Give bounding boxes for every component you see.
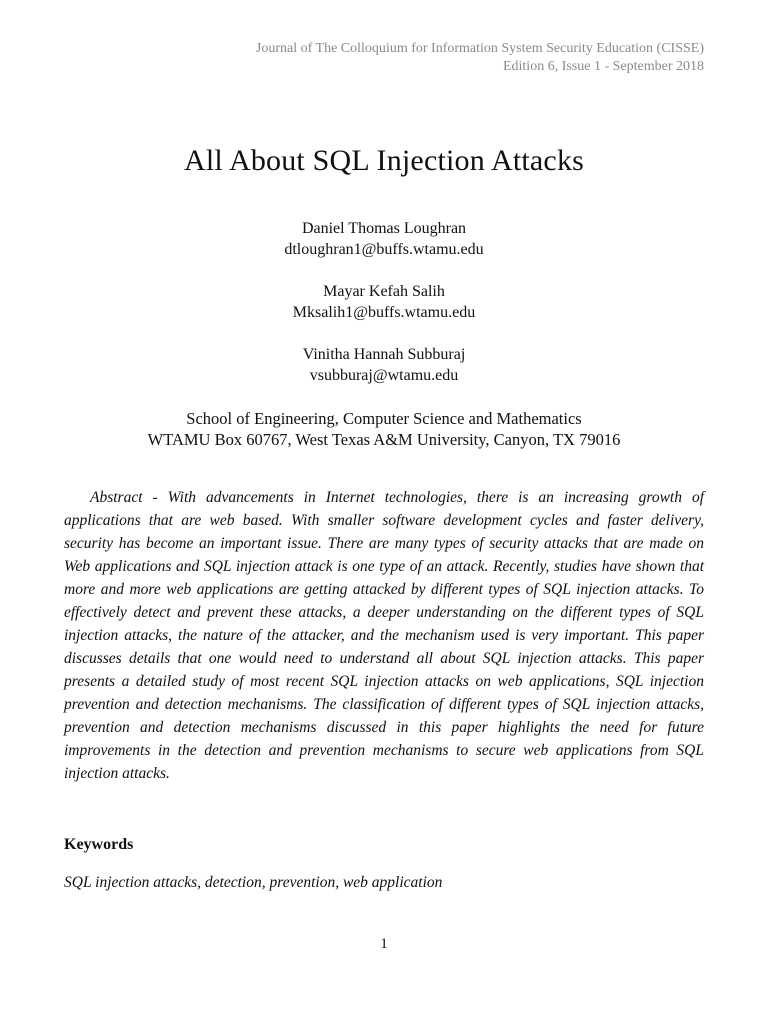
journal-name: Journal of The Colloquium for Information System Security Education (CISSE)	[255, 41, 704, 56]
abstract: Abstract - With advancements in Internet technologies, there is an increasing growth of applications that are web based. With smaller software development cycles and faster delivery, security has become an important issue. There are many types of security attacks that are made on Web applications and SQL injection attack is one type of an attack. Recently, studies have shown that more and more web applications are getting attacked by different types of SQL injection attacks. To effectively detect and prevent these attacks, a deeper understanding on the different types of SQL injection attacks, the nature of the attacker, and the mechanism used is very important. This paper discusses details that one would need to understand all about SQL injection attacks. This paper presents a detailed study of most recent SQL injection attacks on web applications, SQL injection prevention and detection mechanisms. The classification of different types of SQL injection attacks, prevention and detection mechanisms discussed in this paper highlights the need for future improvements in the detection and prevention mechanisms to secure web applications from SQL injection attacks.	[64, 489, 704, 782]
author-email: Mksalih1@buffs.wtamu.edu	[292, 304, 476, 321]
keywords-heading: Keywords	[64, 836, 134, 853]
author-name: Mayar Kefah Salih	[323, 283, 445, 300]
author-entry	[0, 218, 768, 260]
author-name: Daniel Thomas Loughran	[301, 220, 467, 237]
affiliation	[0, 408, 768, 450]
author-email: dtloughran1@buffs.wtamu.edu	[284, 241, 484, 258]
author-entry	[0, 344, 768, 386]
running-header	[256, 40, 704, 76]
keywords-list: SQL injection attacks, detection, prevention, web application	[64, 874, 443, 891]
affiliation-department: School of Engineering, Computer Science and Mathematics	[186, 409, 582, 428]
author-email: vsubburaj@wtamu.edu	[309, 367, 459, 384]
affiliation-address: WTAMU Box 60767, West Texas A&M University, Canyon, TX 79016	[147, 430, 621, 449]
author-list	[0, 218, 768, 407]
author-name: Vinitha Hannah Subburaj	[302, 346, 466, 363]
paper-title: All About SQL Injection Attacks	[183, 144, 585, 177]
edition-info: Edition 6, Issue 1 - September 2018	[502, 59, 704, 74]
page-number: 1	[380, 936, 388, 952]
author-entry	[0, 281, 768, 323]
